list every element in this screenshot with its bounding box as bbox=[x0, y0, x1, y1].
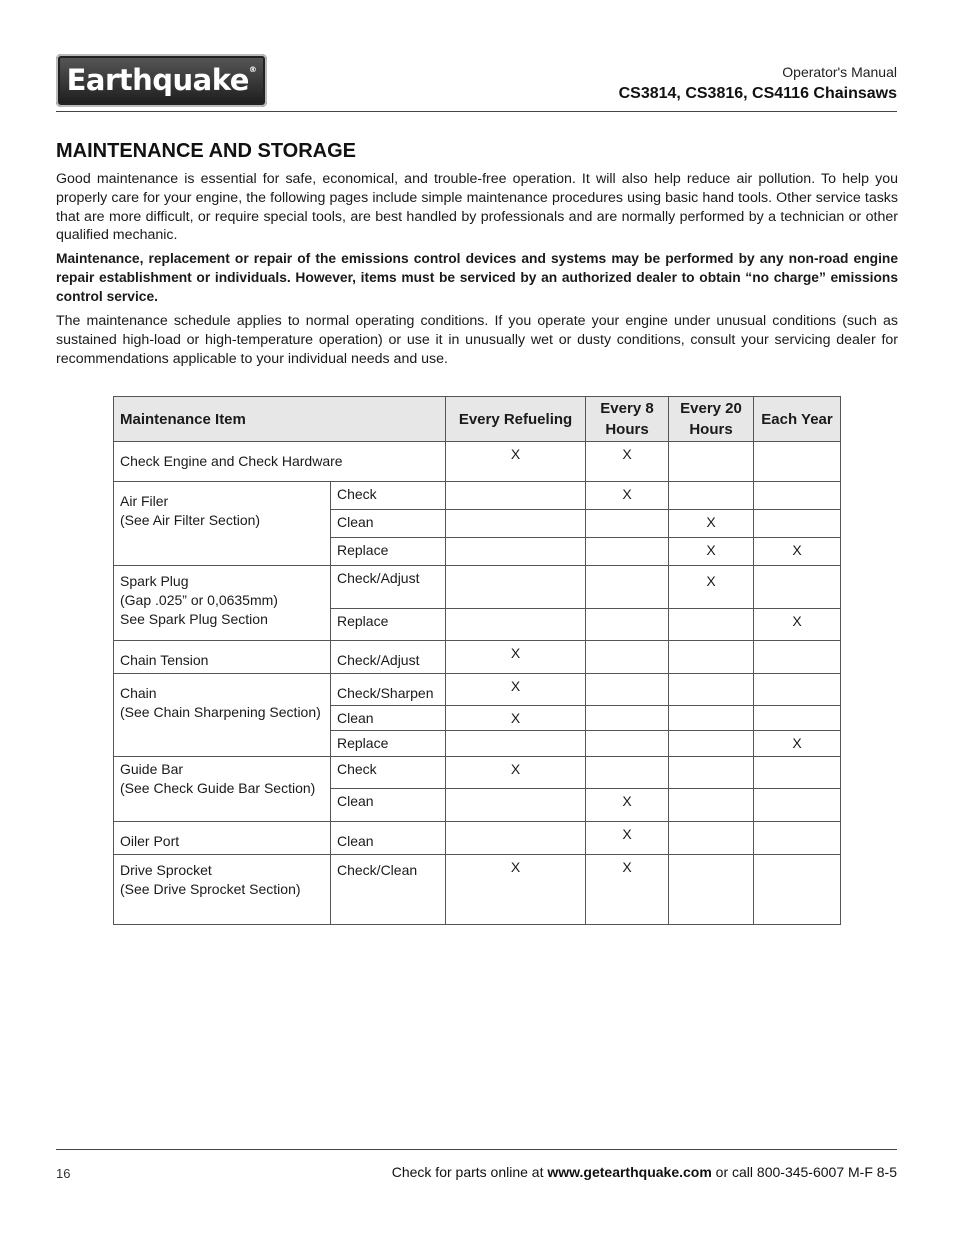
action-label: Check/Clean bbox=[331, 855, 446, 925]
mark-cell: X bbox=[586, 855, 669, 925]
mark-cell: X bbox=[669, 538, 754, 566]
header-maintenance-item: Maintenance Item bbox=[114, 397, 446, 442]
footer-divider bbox=[56, 1149, 897, 1150]
table-row bbox=[114, 482, 841, 510]
item-label: Air Filer (See Air Filter Section) bbox=[114, 482, 331, 566]
header-divider bbox=[56, 111, 897, 112]
action-label: Check/Adjust bbox=[331, 566, 446, 609]
manual-subtitle: Operator's Manual bbox=[782, 64, 897, 80]
header-each-year: Each Year bbox=[754, 397, 841, 442]
footer-text-before: Check for parts online at bbox=[391, 1164, 548, 1180]
action-label: Clean bbox=[331, 822, 446, 855]
footer-url-link[interactable]: www.getearthquake.com bbox=[547, 1164, 712, 1180]
header-every-20-hours: Every 20 Hours bbox=[669, 397, 754, 442]
table-row bbox=[114, 674, 841, 706]
mark-cell: X bbox=[586, 482, 669, 510]
table-row bbox=[114, 855, 841, 925]
footer-contact bbox=[392, 1164, 897, 1180]
mark-cell: X bbox=[446, 442, 586, 482]
brand-logo bbox=[56, 54, 267, 107]
action-label: Check bbox=[331, 757, 446, 789]
item-label: Check Engine and Check Hardware bbox=[114, 442, 446, 482]
table-header-row bbox=[114, 397, 841, 442]
item-label: Chain (See Chain Sharpening Section) bbox=[114, 674, 331, 757]
footer-text-after: or call 800-345-6007 M-F 8-5 bbox=[711, 1164, 897, 1180]
maintenance-schedule-table bbox=[113, 396, 841, 925]
item-label: Oiler Port bbox=[114, 822, 331, 855]
action-label: Check/Sharpen bbox=[331, 674, 446, 706]
table-row bbox=[114, 757, 841, 789]
mark-cell: X bbox=[446, 641, 586, 674]
mark-cell: X bbox=[586, 789, 669, 822]
schedule-paragraph: The maintenance schedule applies to normal operating conditions. If you operate your engine under unusual conditions (such as sustained high-load or high-temperature operation) or use it in unusually wet or dusty conditions, consult your servicing dealer for recommendations applicable to your individual needs and use. bbox=[56, 313, 898, 367]
emissions-paragraph: Maintenance, replacement or repair of the emissions control devices and systems may be performed by any non-road engine repair establishment or individuals. However, items must be serviced by an authorized dealer to obtain “no charge” emissions control service. bbox=[56, 251, 898, 304]
table-row bbox=[114, 641, 841, 674]
mark-cell: X bbox=[754, 538, 841, 566]
action-label: Replace bbox=[331, 538, 446, 566]
mark-cell: X bbox=[586, 822, 669, 855]
page-number: 16 bbox=[56, 1166, 71, 1181]
mark-cell: X bbox=[754, 731, 841, 757]
action-label: Check bbox=[331, 482, 446, 510]
action-label: Clean bbox=[331, 789, 446, 822]
table-row bbox=[114, 566, 841, 609]
mark-cell: X bbox=[586, 442, 669, 482]
header-every-8-hours: Every 8 Hours bbox=[586, 397, 669, 442]
table-row bbox=[114, 822, 841, 855]
action-label: Clean bbox=[331, 510, 446, 538]
item-label: Spark Plug (Gap .025” or 0,0635mm) See Spark Plug Section bbox=[114, 566, 331, 641]
table-row bbox=[114, 442, 841, 482]
action-label: Clean bbox=[331, 706, 446, 731]
intro-paragraph: Good maintenance is essential for safe, economical, and trouble-free operation. It will also help reduce air pollution. To help you properly care for your engine, the following pages include simple maintenance procedures using basic hand tools. Other service tasks that are more difficult, or require special tools, are best handled by professionals and are normally performed by a technician or other qualified mechanic. bbox=[56, 171, 898, 244]
action-label: Check/Adjust bbox=[331, 641, 446, 674]
item-label: Drive Sprocket (See Drive Sprocket Section) bbox=[114, 855, 331, 925]
item-label: Chain Tension bbox=[114, 641, 331, 674]
mark-cell: X bbox=[446, 757, 586, 789]
section-title: MAINTENANCE AND STORAGE bbox=[56, 140, 357, 162]
manual-title: CS3814, CS3816, CS4116 Chainsaws bbox=[618, 85, 897, 102]
mark-cell: X bbox=[446, 855, 586, 925]
mark-cell: X bbox=[669, 510, 754, 538]
brand-logo-text: Earthquake® bbox=[66, 63, 257, 97]
mark-cell: X bbox=[446, 674, 586, 706]
header-every-refueling: Every Refueling bbox=[446, 397, 586, 442]
mark-cell: X bbox=[754, 609, 841, 641]
mark-cell: X bbox=[446, 706, 586, 731]
action-label: Replace bbox=[331, 731, 446, 757]
mark-cell: X bbox=[669, 566, 754, 609]
action-label: Replace bbox=[331, 609, 446, 641]
item-label: Guide Bar (See Check Guide Bar Section) bbox=[114, 757, 331, 822]
